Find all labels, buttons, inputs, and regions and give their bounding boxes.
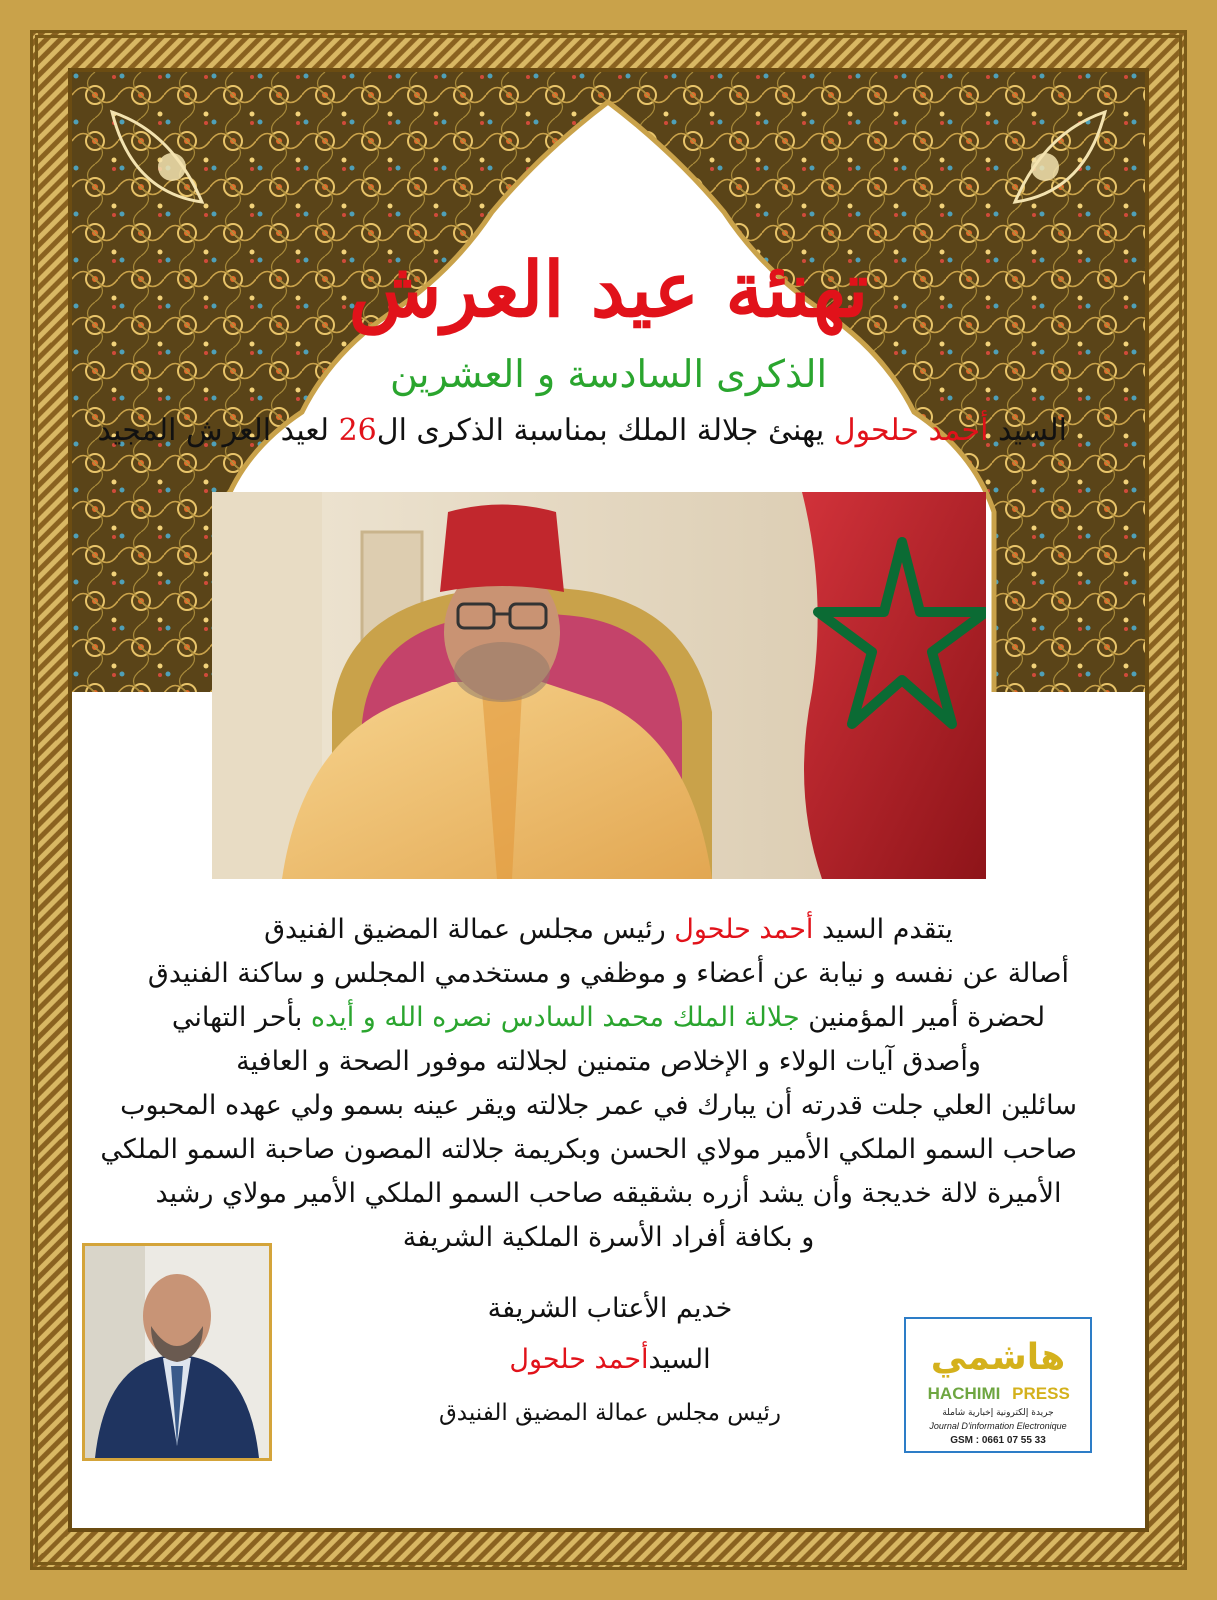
- message-line-2: أصالة عن نفسه و نيابة عن أعضاء و موظفي و مستخدمي المجلس و ساكنة الفنيدق: [147, 958, 1070, 989]
- page-title: تهنئة عيد العرش: [348, 245, 869, 334]
- message-line-1-suffix: رئيس مجلس عمالة المضيق الفنيدق: [264, 914, 675, 945]
- message-line-1-prefix: يتقدم السيد: [813, 914, 953, 945]
- hachimi-press-logo: [904, 1317, 1092, 1453]
- message-line-8: و بكافة أفراد الأسرة الملكية الشريفة: [402, 1222, 815, 1253]
- logo-arabic-name: هاشمي: [930, 1337, 1066, 1378]
- message-line-3: [140, 996, 1077, 1040]
- message-line-3-suffix: بأحر التهاني: [171, 1002, 311, 1033]
- signature-prefix: السيد: [648, 1344, 711, 1375]
- headline-name: أحمد حلحول: [833, 413, 989, 448]
- message-line-7: الأميرة لالة خديجة وأن يشد أزره بشقيقه صاحب السمو الملكي الأمير مولاي رشيد: [155, 1178, 1062, 1209]
- logo-phone: GSM : 0661 07 55 33: [950, 1435, 1046, 1446]
- page-subtitle: الذكرى السادسة و العشرين: [389, 352, 828, 396]
- sender-portrait-photo: [82, 1243, 272, 1461]
- headline-suffix: لعيد العرش المجيد: [97, 413, 339, 448]
- logo-latin-name-2: PRESS: [1012, 1384, 1070, 1403]
- message-line-3-king: جلالة الملك محمد السادس نصره الله و أيده: [310, 1002, 800, 1033]
- signature-name-line: [380, 1344, 840, 1375]
- message-line-1: [140, 908, 1077, 952]
- message-line-1-name: أحمد حلحول: [674, 914, 814, 945]
- king-portrait-photo: [212, 492, 986, 879]
- headline: [97, 413, 1067, 448]
- message-line-3-prefix: لحضرة أمير المؤمنين: [799, 1002, 1046, 1033]
- signature-title: خديم الأعتاب الشريفة: [487, 1293, 733, 1324]
- headline-prefix: السيد: [988, 413, 1067, 448]
- signature-name: أحمد حلحول: [509, 1344, 649, 1375]
- message-line-6: صاحب السمو الملكي الأمير مولاي الحسن وبكريمة جلالته المصون صاحبة السمو الملكي: [100, 1134, 1077, 1165]
- headline-middle: يهنئ جلالة الملك بمناسبة الذكرى ال: [376, 413, 834, 448]
- logo-latin-name-1: HACHIMI: [927, 1384, 1001, 1403]
- message-line-5: سائلين العلي جلت قدرته أن يبارك في عمر جلالته ويقر عينه بسمو ولي عهده المحبوب: [120, 1090, 1077, 1121]
- logo-tagline-ar: جريدة إلكترونية إخبارية شاملة: [942, 1408, 1054, 1418]
- message-line-4: وأصدق آيات الولاء و الإخلاص متمنين لجلالته موفور الصحة و العافية: [236, 1046, 981, 1077]
- signature-role: رئيس مجلس عمالة المضيق الفنيدق: [438, 1400, 782, 1426]
- congratulation-message: [100, 908, 1077, 1260]
- logo-tagline-fr: Journal D'information Electronique: [929, 1421, 1067, 1431]
- headline-number: 26: [338, 413, 377, 448]
